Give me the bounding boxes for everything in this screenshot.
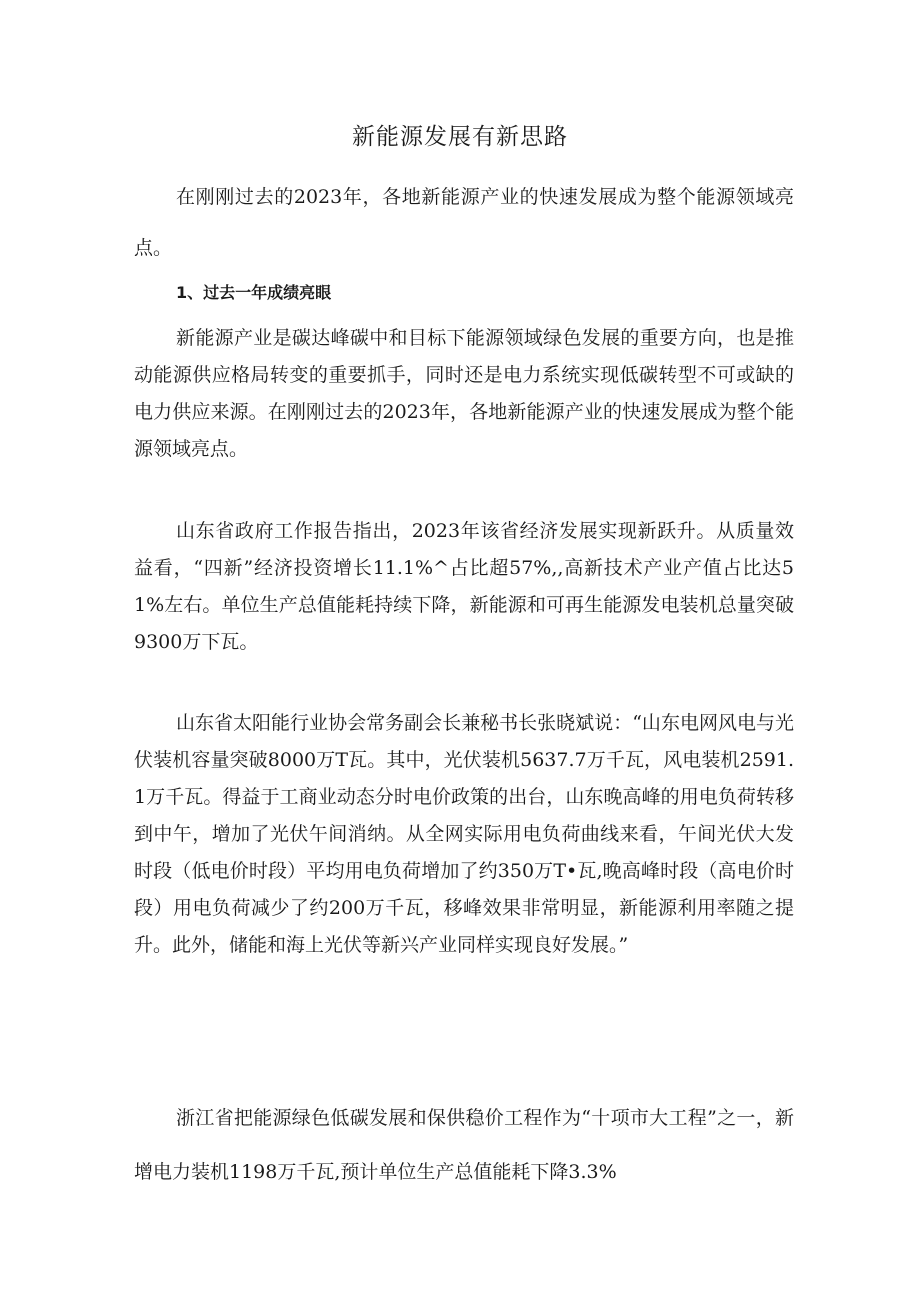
- paragraph-2: 山东省政府工作报告指出，2023年该省经济发展实现新跃升。从质量效益看，“四新”经济投资增长11.1%^占比超57%,,高新技术产业产值占比达51%左右。单位生产总值能耗持续下降，新能源和可再生能源发电装机总量突破9300万下瓦。: [134, 520, 794, 653]
- paragraph-3: 山东省太阳能行业协会常务副会长兼秘书长张晓斌说：“山东电网风电与光伏装机容量突破8000万T瓦。其中，光伏装机5637.7万千瓦，风电装机2591.1万千瓦。得益于工商业动态分时电价政策的出台，山东晚高峰的用电负荷转移到中午，增加了光伏午间消纳。从全网实际用电负荷曲线来看，午间光伏大发时段（低电价时段）平均用电负荷增加了约350万T•瓦,晚高峰时段（高电价时段）用电负荷减少了约200万千瓦，移峰效果非常明显，新能源利用率随之提升。此外，储能和海上光伏等新兴产业同样实现良好发展。”: [134, 712, 794, 956]
- paragraph-1: 新能源产业是碳达峰碳中和目标下能源领域绿色发展的重要方向，也是推动能源供应格局转变的重要抓手，同时还是电力系统实现低碳转型不可或缺的电力供应来源。在刚刚过去的2023年，各地新能源产业的快速发展成为整个能源领域亮点。: [134, 327, 794, 460]
- intro-paragraph: 在刚刚过去的2023年，各地新能源产业的快速发展成为整个能源领域亮点。: [134, 186, 794, 259]
- paragraph-4: 浙江省把能源绿色低碳发展和保供稳价工程作为“十项市大工程”之一，新增电力装机1198万千瓦,预计单位生产总值能耗下降3.3%: [134, 1107, 794, 1183]
- document-title: 新能源发展有新思路: [352, 124, 568, 150]
- section-heading: 1、过去一年成绩亮眼: [176, 283, 332, 302]
